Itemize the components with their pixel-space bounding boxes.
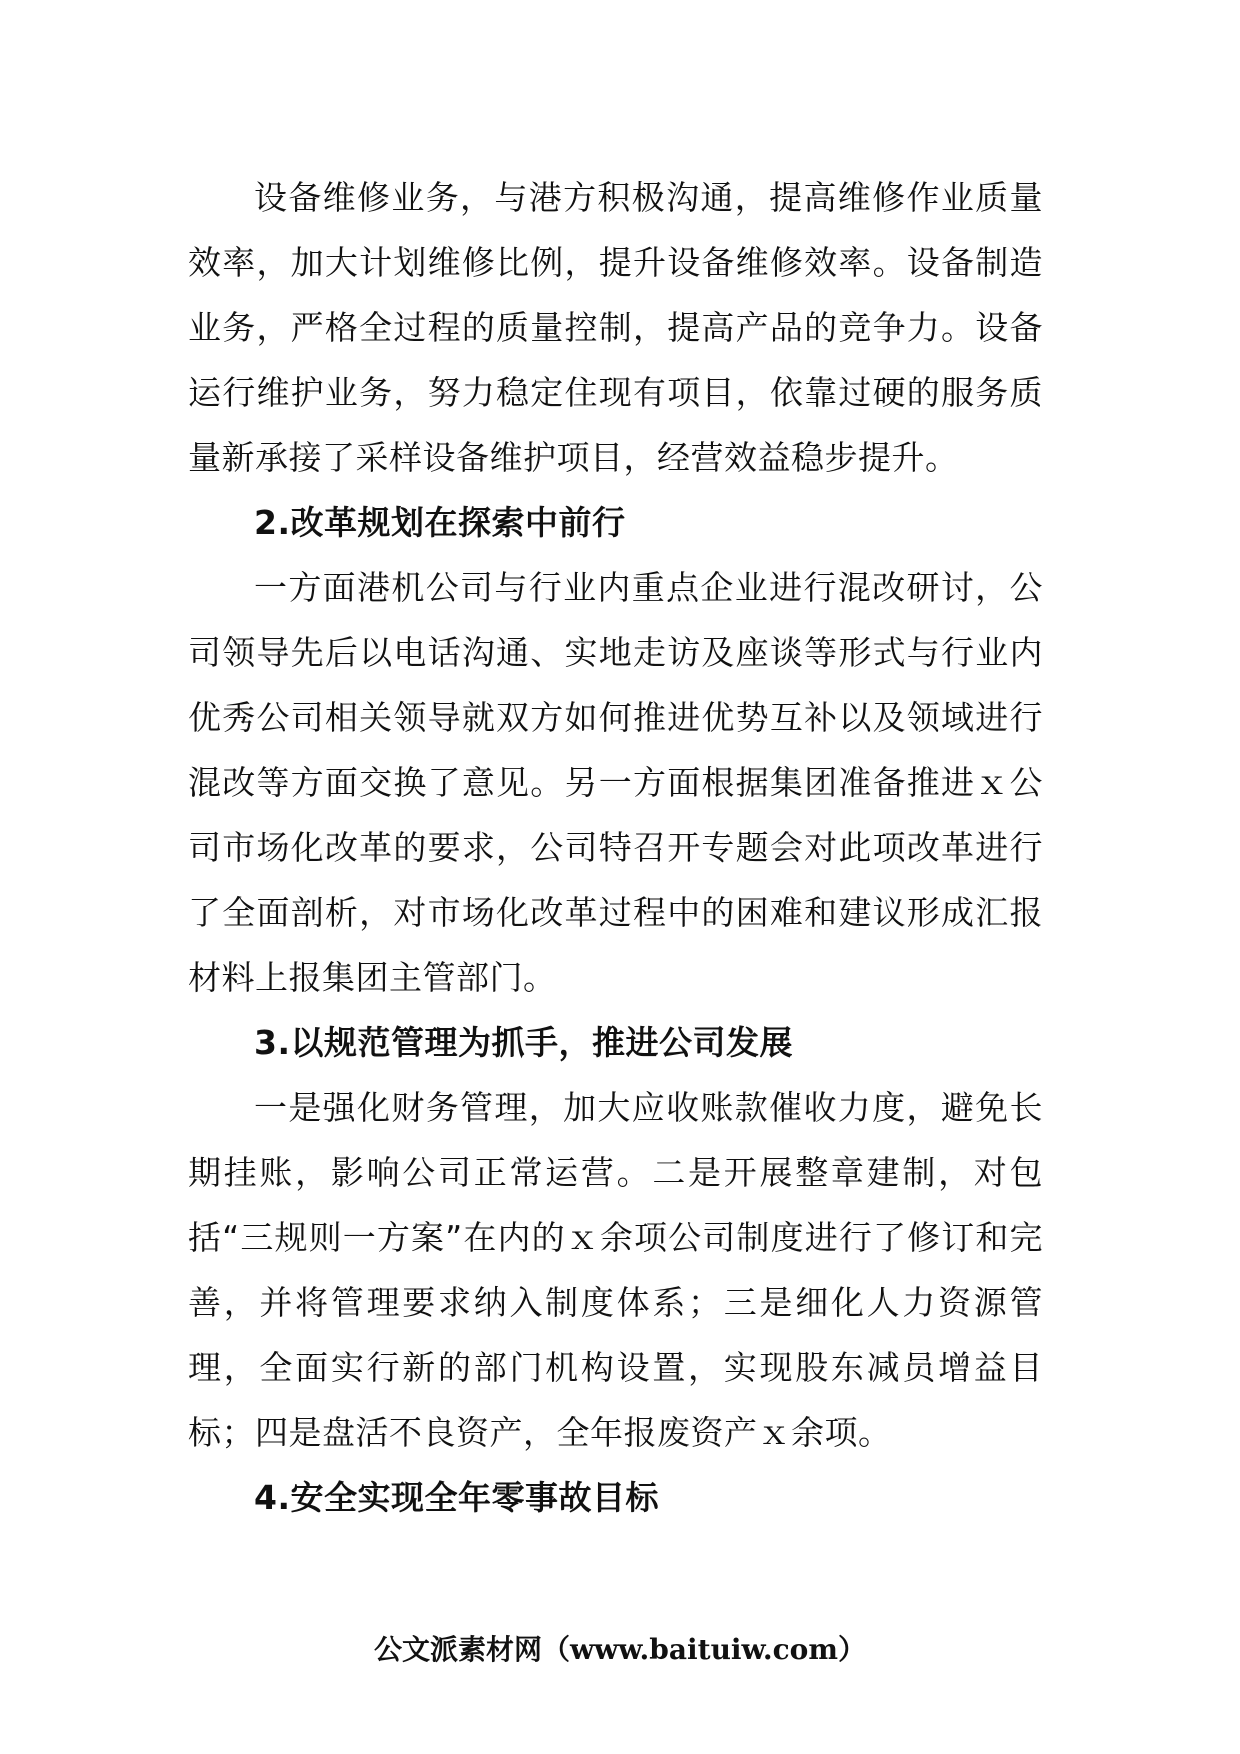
paragraph-equipment-business: 设备维修业务，与港方积极沟通，提高维修作业质量效率，加大计划维修比例，提升设备维修效率。设备制造业务，严格全过程的质量控制，提高产品的竞争力。设备运行维护业务，努力稳定住现有项目，依靠过硬的服务质量新承接了采样设备维护项目，经营效益稳步提升。: [188, 178, 1043, 477]
footer-watermark: 公文派素材网（www.baituiw.com）: [374, 1633, 866, 1666]
paragraph-reform: 一方面港机公司与行业内重点企业进行混改研讨，公司领导先后以电话沟通、实地走访及座谈等形式与行业内优秀公司相关领导就双方如何推进优势互补以及领域进行混改等方面交换了意见。另一方面根据集团准备推进ｘ公司市场化改革的要求，公司特召开专题会对此项改革进行了全面剖析，对市场化改革过程中的困难和建议形成汇报材料上报集团主管部门。: [188, 568, 1043, 997]
section-heading-safety: 4.安全实现全年零事故目标: [254, 1478, 659, 1517]
section-heading-reform: 2.改革规划在探索中前行: [254, 503, 626, 542]
document-body: [188, 165, 1043, 1530]
paragraph-management: 一是强化财务管理，加大应收账款催收力度，避免长期挂账，影响公司正常运营。二是开展整章建制，对包括“三规则一方案”在内的ｘ余项公司制度进行了修订和完善，并将管理要求纳入制度体系；三是细化人力资源管理，全面实行新的部门机构设置，实现股东减员增益目标；四是盘活不良资产，全年报废资产ｘ余项。: [188, 1088, 1043, 1452]
section-heading-management: 3.以规范管理为抓手，推进公司发展: [254, 1023, 793, 1062]
